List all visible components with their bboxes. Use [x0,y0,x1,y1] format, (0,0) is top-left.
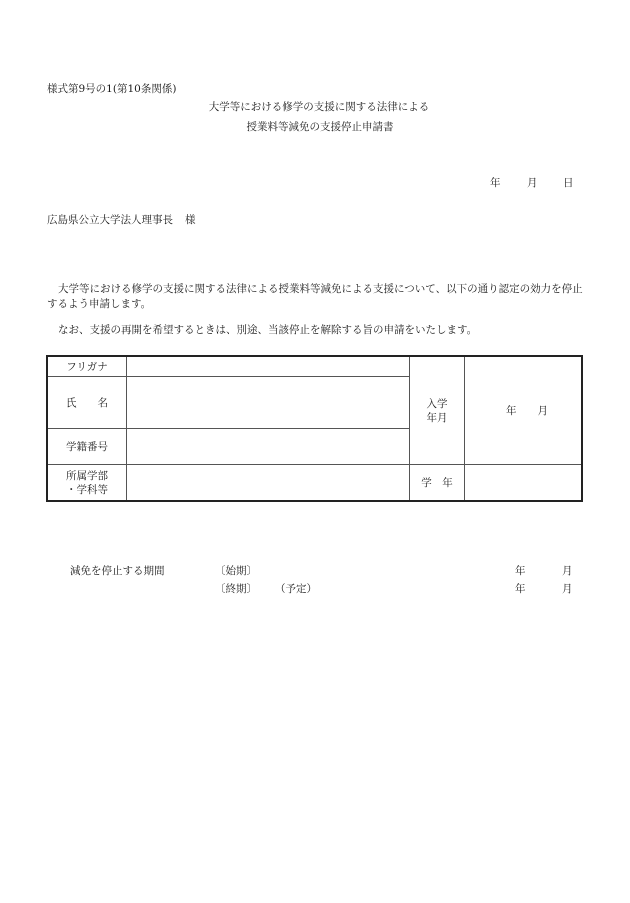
period-end-month: 月 [562,583,573,595]
suspension-period-label: 減免を停止する期間 [70,565,165,577]
department-label-line2: ・学科等 [66,483,108,496]
period-start-year: 年 [515,565,526,577]
period-end-year: 年 [515,583,526,595]
department-label-line1: 所属学部 [66,469,108,482]
enrollment-date-value[interactable]: 年 月 [506,404,548,417]
body-paragraph-1-text: 大学等における修学の支援に関する法律による授業料等減免による支援について、以下の通り認定の効力を停止するよう申請します。 [47,283,583,310]
document-title-line1: 大学等における修学の支援に関する法律による [208,101,430,113]
body-paragraph-2: なお、支援の再開を希望するときは、別途、当該停止を解除する旨の申請をいたします。 [58,324,478,336]
name-field[interactable] [127,377,409,428]
enrollment-label [410,357,464,464]
enrollment-label-line1: 入学 [426,397,448,410]
grade-label: 学 年 [421,476,453,489]
student-id-label: 学籍番号 [66,440,108,453]
student-id-field[interactable] [127,429,409,464]
date-month-label: 月 [527,177,538,189]
body-paragraph-1 [47,282,587,312]
addressee [47,212,196,227]
addressee-honorific: 様 [185,214,196,226]
addressee-name: 広島県公立大学法人理事長 [47,214,173,226]
department-label [48,465,126,500]
date-day-label: 日 [563,177,574,189]
date-year-label: 年 [490,177,501,189]
form-number: 様式第9号の1(第10条関係) [47,83,177,95]
furigana-label: フリガナ [66,360,108,373]
period-start-label: 〔始期〕 [215,565,257,577]
name-label: 氏 名 [66,396,108,409]
enrollment-label-line2: 年月 [426,411,448,424]
department-field[interactable] [127,465,409,500]
document-title-line2: 授業料等減免の支援停止申請書 [246,121,394,133]
period-tentative-label: （予定） [275,583,317,595]
grade-field[interactable] [465,465,581,500]
applicant-info-table [46,355,583,502]
period-start-month: 月 [562,565,573,577]
furigana-field[interactable] [127,357,409,376]
period-end-label: 〔終期〕 [215,583,257,595]
